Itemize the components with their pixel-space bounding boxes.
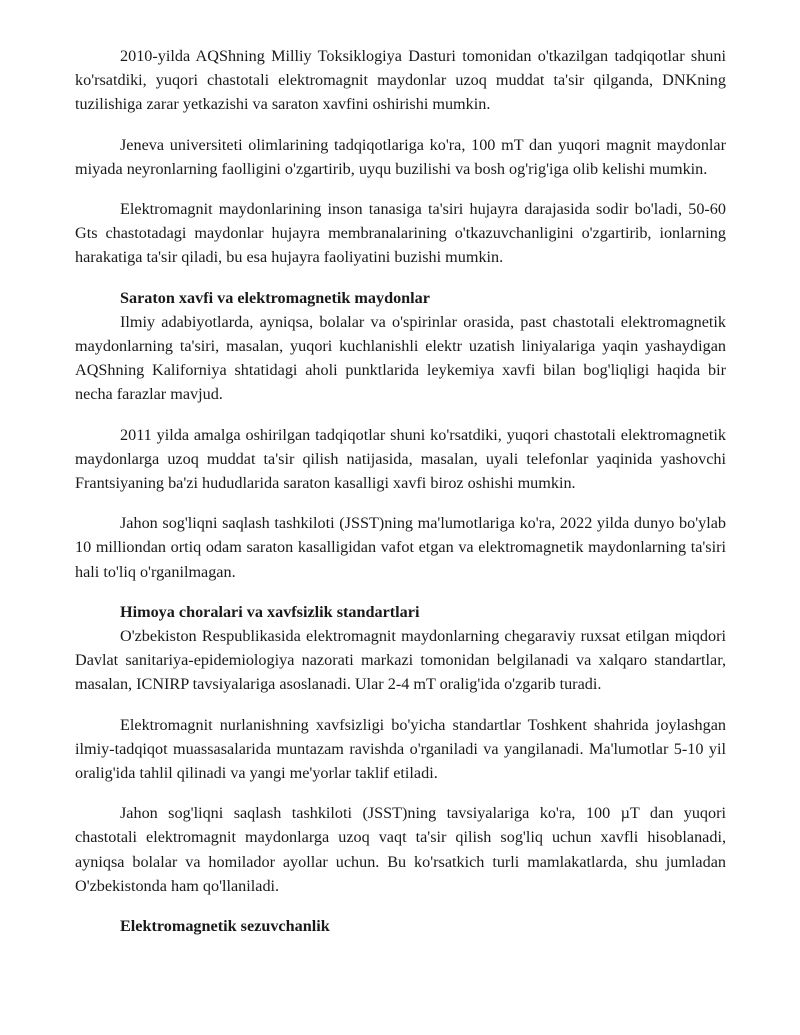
- paragraph: Elektromagnit maydonlarining inson tanasiga ta'siri hujayra darajasida sodir bo'ladi, 50-60 Gts chastotadagi maydonlar hujayra membranalarining o'tkazuvchanligini o'zgartirib, ionlarning harakatiga ta'sir qiladi, bu esa hujayra faoliyatini buzishi mumkin.: [75, 200, 726, 267]
- document-page: [75, 44, 726, 938]
- paragraph: Ilmiy adabiyotlarda, ayniqsa, bolalar va o'spirinlar orasida, past chastotali elektromagnetik maydonlarning ta'siri, masalan, yuqori kuchlanishli elektr uzatish liniyalariga yaqin yashaydigan AQShning Kaliforniya shtatidagi aholi punktlarida leykemiya xavfi bilan bog'liqligi haqida bir necha farazlar mavjud.: [75, 312, 726, 404]
- section-heading: Saraton xavfi va elektromagnetik maydonlar: [120, 288, 430, 307]
- paragraph: 2010-yilda AQShning Milliy Toksiklogiya Dasturi tomonidan o'tkazilgan tadqiqotlar shuni ko'rsatdiki, yuqori chastotali elektromagnit maydonlar uzoq muddat ta'sir qilganda, DNKning tuzilishiga zarar yetkazishi va saraton xavfini oshirishi mumkin.: [75, 47, 726, 114]
- section-heading: Himoya choralari va xavfsizlik standartlari: [120, 602, 420, 621]
- section-heading: Elektromagnetik sezuvchanlik: [120, 917, 330, 936]
- paragraph: Jeneva universiteti olimlarining tadqiqotlariga ko'ra, 100 mT dan yuqori magnit maydonlar miyada neyronlarning faolligini o'zgartirib, uyqu buzilishi va bosh og'rig'iga olib kelishi mumkin.: [75, 135, 726, 178]
- paragraph: 2011 yilda amalga oshirilgan tadqiqotlar shuni ko'rsatdiki, yuqori chastotali elektromagnetik maydonlarga uzoq muddat ta'sir qilish natijasida, masalan, uyali telefonlar yaqinida yashovchi Frantsiyaning ba'zi hududlarida saraton kasalligi xavfi biroz oshishi mumkin.: [75, 425, 726, 493]
- paragraph: Elektromagnit nurlanishning xavfsizligi bo'yicha standartlar Toshkent shahrida joylashgan ilmiy-tadqiqot muassasalarida muntazam ravishda o'rganiladi va yangilanadi. Ma'lumotlar 5-10 yil oralig'ida tahlil qilinadi va yangi me'yorlar taklif etiladi.: [75, 715, 726, 783]
- paragraph: Jahon sog'liqni saqlash tashkiloti (JSST)ning tavsiyalariga ko'ra, 100 µT dan yuqori chastotali elektromagnit maydonlarga uzoq vaqt ta'sir qilish sog'liq uchun xavfli hisoblanadi, ayniqsa bolalar va homilador ayollar uchun. Bu ko'rsatkich turli mamlakatlarda, shu jumladan O'zbekistonda ham qo'llaniladi.: [75, 804, 726, 895]
- paragraph: O'zbekiston Respublikasida elektromagnit maydonlarning chegaraviy ruxsat etilgan miqdori Davlat sanitariya-epidemiologiya nazorati markazi tomonidan belgilanadi va xalqaro standartlar, masalan, ICNIRP tavsiyalariga asoslanadi. Ular 2-4 mT oralig'ida o'zgarib turadi.: [75, 627, 726, 694]
- paragraph: Jahon sog'liqni saqlash tashkiloti (JSST)ning ma'lumotlariga ko'ra, 2022 yilda dunyo bo'ylab 10 milliondan ortiq odam saraton kasalligidan vafot etgan va elektromagnetik maydonlarning ta'siri hali to'liq o'rganilmagan.: [75, 514, 726, 581]
